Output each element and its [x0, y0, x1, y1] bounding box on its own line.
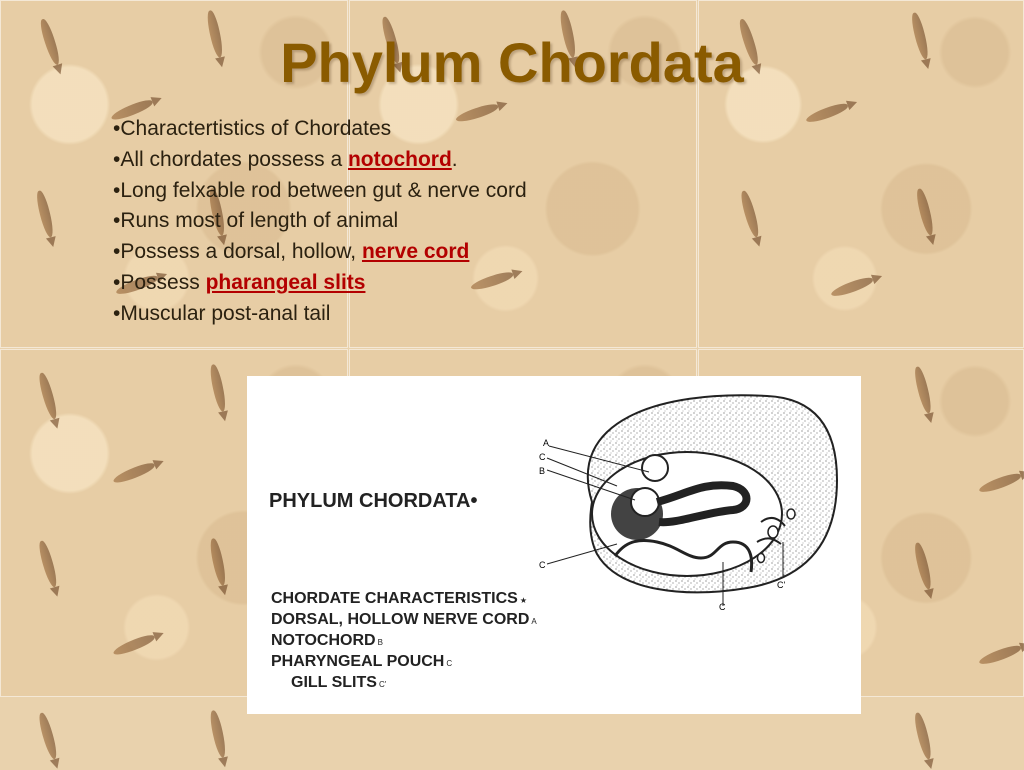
diagram-label: B: [539, 466, 546, 476]
characteristic-marker: C: [446, 659, 453, 668]
notochord-link[interactable]: notochord: [347, 147, 452, 171]
pharangeal-slits-link[interactable]: pharangeal slits: [205, 270, 366, 294]
figure-title-mark: •: [470, 490, 478, 512]
characteristic-text: NOTOCHORD: [271, 632, 376, 649]
diagram-label: A: [543, 438, 550, 448]
characteristic-text: PHARYNGEAL POUCH: [271, 653, 445, 670]
bullet-text: •Runs most of length of animal: [113, 209, 399, 233]
nerve-cord-link[interactable]: nerve cord: [361, 240, 470, 264]
bullet-item: [113, 114, 527, 145]
characteristic-text: GILL SLITS: [291, 674, 377, 691]
characteristic-marker: A: [531, 617, 537, 626]
bullet-list: [113, 114, 527, 330]
characteristic-text: DORSAL, HOLLOW NERVE CORD: [271, 611, 530, 628]
diagram-label: C: [719, 602, 726, 610]
slide-title: Phylum Chordata: [280, 31, 744, 94]
characteristic-text: CHORDATE CHARACTERISTICS: [271, 590, 518, 607]
bullet-text: •Muscular post-anal tail: [113, 301, 331, 325]
figure-title: [269, 490, 477, 513]
bullet-text: •Charactertistics of Chordates: [113, 117, 392, 140]
figure-title-text: PHYLUM CHORDATA: [269, 490, 471, 512]
nerve-cord-section: [642, 455, 668, 481]
characteristic-marker: B: [377, 638, 383, 647]
characteristic-line: [271, 652, 537, 673]
gill-opening: [758, 554, 765, 563]
fish-fossil-icon: [37, 712, 60, 761]
diagram-label: C': [777, 580, 786, 590]
diagram-label: C: [539, 560, 546, 570]
gill-opening: [768, 526, 778, 538]
bullet-text-suffix: .: [451, 147, 458, 171]
bullet-item: [113, 176, 527, 207]
characteristic-line: [271, 589, 537, 610]
bullet-item: [113, 145, 527, 176]
bullet-item: [113, 299, 527, 330]
characteristic-line: [271, 610, 537, 631]
chordate-diagram: [537, 382, 857, 610]
diagram-label: C: [539, 452, 546, 462]
characteristic-marker: ★: [519, 596, 527, 605]
fish-fossil-icon: [208, 709, 228, 758]
characteristic-line: [271, 673, 537, 694]
chordate-figure: [247, 376, 861, 714]
bullet-item: [113, 206, 527, 237]
bullet-item: [113, 237, 527, 268]
bullet-item: [113, 268, 527, 299]
gill-opening: [787, 509, 795, 519]
bullet-text: •All chordates possess a: [113, 147, 348, 171]
characteristic-marker: C': [378, 680, 387, 689]
fish-fossil-icon: [912, 712, 933, 761]
bullet-text: •Long felxable rod between gut & nerve cord: [113, 178, 527, 202]
bullet-text: •Possess: [113, 270, 206, 294]
notochord-section: [631, 488, 659, 516]
characteristic-line: [271, 631, 537, 652]
bullet-text: •Possess a dorsal, hollow,: [113, 240, 362, 264]
figure-characteristics: [271, 589, 537, 694]
